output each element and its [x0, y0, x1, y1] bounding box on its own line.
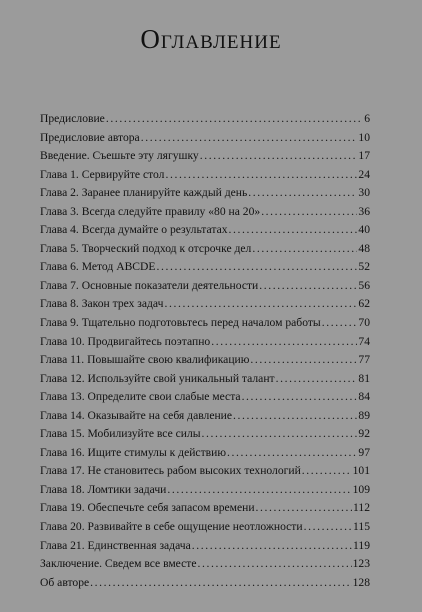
toc-entry-page-number: 81: [358, 371, 370, 385]
toc-entry-label: Глава 16. Ищите стимулы к действию: [40, 445, 226, 459]
dot-leader: [164, 295, 357, 314]
toc-entry-label: Глава 20. Развивайте в себе ощущение неотложности: [40, 520, 303, 534]
toc-entry[interactable]: [40, 425, 370, 444]
toc-entry[interactable]: [40, 333, 370, 352]
toc-entry[interactable]: [40, 258, 370, 277]
toc-entry-page-number: 119: [353, 538, 370, 552]
dot-leader: [211, 333, 357, 352]
toc-entry-label: Глава 3. Всегда следуйте правилу «80 на 20»: [40, 204, 261, 218]
toc-entry[interactable]: [40, 147, 370, 166]
toc-entry-label: Глава 5. Творческий подход к отсрочке дел: [40, 241, 252, 255]
dot-leader: [250, 351, 357, 370]
toc-entry[interactable]: [40, 277, 370, 296]
toc-entry-label: Глава 21. Единственная задача: [40, 538, 191, 552]
dot-leader: [233, 407, 357, 426]
toc-entry-page-number: 109: [352, 482, 370, 496]
toc-entry[interactable]: [40, 462, 370, 481]
toc-entry-page-number: 40: [358, 223, 370, 237]
toc-entry-page-number: 30: [358, 186, 370, 200]
dot-leader: [248, 184, 357, 203]
toc-entry-page-number: 36: [358, 204, 370, 218]
toc-entry-page-number: 112: [353, 501, 370, 515]
toc-entry[interactable]: [40, 184, 370, 203]
toc-entry-label: Глава 7. Основные показатели деятельности: [40, 278, 259, 292]
dot-leader: [106, 110, 363, 129]
toc-entry-label: Глава 9. Тщательно подготовьтесь перед началом работы: [40, 316, 321, 330]
dot-leader: [256, 499, 353, 518]
toc-entry-page-number: 24: [358, 167, 370, 181]
toc-entry-page-number: 92: [358, 427, 370, 441]
toc-entry-page-number: 128: [352, 575, 370, 589]
dot-leader: [157, 258, 358, 277]
toc-entry[interactable]: [40, 129, 370, 148]
toc-entry-label: Глава 6. Метод ABCDE: [40, 260, 156, 274]
toc-entry-label: Предисловие: [40, 112, 105, 125]
table-of-contents: [40, 110, 370, 592]
toc-entry[interactable]: [40, 203, 370, 222]
toc-entry-page-number: 48: [358, 241, 370, 255]
toc-entry-page-number: 115: [353, 520, 370, 534]
dot-leader: [197, 555, 351, 574]
toc-entry[interactable]: [40, 110, 370, 129]
toc-entry[interactable]: [40, 555, 370, 574]
toc-entry[interactable]: [40, 314, 370, 333]
toc-entry-page-number: 70: [358, 316, 370, 330]
toc-entry-label: Глава 17. Не становитесь рабом высоких технологий: [40, 464, 301, 478]
toc-entry-page-number: 97: [358, 445, 370, 459]
toc-entry[interactable]: [40, 481, 370, 500]
dot-leader: [141, 129, 358, 148]
toc-entry-label: Глава 1. Сервируйте стол: [40, 167, 165, 181]
toc-entry-label: Глава 4. Всегда думайте о результатах: [40, 223, 228, 237]
toc-entry[interactable]: [40, 221, 370, 240]
toc-entry-label: Глава 2. Заранее планируйте каждый день: [40, 186, 248, 200]
toc-entry-label: Заключение. Сведем все вместе: [40, 557, 197, 571]
toc-entry-page-number: 101: [352, 464, 370, 478]
toc-entry[interactable]: [40, 407, 370, 426]
toc-entry-label: Глава 19. Обеспечьте себя запасом времени: [40, 501, 255, 515]
toc-entry-label: Предисловие автора: [40, 130, 140, 144]
toc-entry[interactable]: [40, 370, 370, 389]
toc-entry[interactable]: [40, 240, 370, 259]
dot-leader: [229, 221, 358, 240]
dot-leader: [90, 574, 351, 593]
dot-leader: [200, 147, 358, 166]
dot-leader: [302, 462, 352, 481]
toc-entry[interactable]: [40, 537, 370, 556]
dot-leader: [242, 388, 358, 407]
dot-leader: [227, 444, 357, 463]
toc-entry-label: Глава 8. Закон трех задач: [40, 297, 164, 311]
toc-entry[interactable]: [40, 166, 370, 185]
dot-leader: [165, 166, 357, 185]
dot-leader: [167, 481, 351, 500]
toc-entry-label: Глава 13. Определите свои слабые места: [40, 390, 241, 404]
toc-entry-label: Глава 10. Продвигайтесь поэтапно: [40, 334, 211, 348]
toc-entry-label: Глава 12. Используйте свой уникальный талант: [40, 371, 275, 385]
toc-entry[interactable]: [40, 444, 370, 463]
dot-leader: [261, 203, 357, 222]
toc-entry[interactable]: [40, 574, 370, 593]
toc-entry-page-number: 74: [358, 334, 370, 348]
dot-leader: [252, 240, 357, 259]
toc-entry[interactable]: [40, 518, 370, 537]
dot-leader: [202, 425, 358, 444]
toc-entry[interactable]: [40, 499, 370, 518]
toc-entry-label: Об авторе: [40, 575, 90, 589]
page-title: Оглавление: [140, 24, 282, 54]
toc-entry-page-number: 56: [358, 278, 370, 292]
toc-entry-label: Глава 11. Повышайте свою квалификацию: [40, 353, 250, 367]
toc-entry[interactable]: [40, 388, 370, 407]
toc-entry-page-number: 10: [358, 130, 370, 144]
toc-entry-page-number: 6: [364, 112, 370, 125]
toc-entry-page-number: 84: [358, 390, 370, 404]
dot-leader: [259, 277, 357, 296]
toc-entry-page-number: 89: [358, 408, 370, 422]
toc-entry[interactable]: [40, 295, 370, 314]
dot-leader: [276, 370, 358, 389]
toc-entry[interactable]: [40, 351, 370, 370]
toc-entry-page-number: 123: [352, 557, 370, 571]
dot-leader: [192, 537, 352, 556]
dot-leader: [304, 518, 352, 537]
toc-entry-page-number: 77: [358, 353, 370, 367]
toc-entry-page-number: 62: [358, 297, 370, 311]
dot-leader: [322, 314, 358, 333]
toc-entry-label: Введение. Съешьте эту лягушку: [40, 149, 199, 163]
toc-entry-label: Глава 15. Мобилизуйте все силы: [40, 427, 201, 441]
toc-entry-page-number: 17: [358, 149, 370, 163]
toc-entry-page-number: 52: [358, 260, 370, 274]
toc-entry-label: Глава 14. Оказывайте на себя давление: [40, 408, 233, 422]
toc-entry-label: Глава 18. Ломтики задачи: [40, 482, 167, 496]
